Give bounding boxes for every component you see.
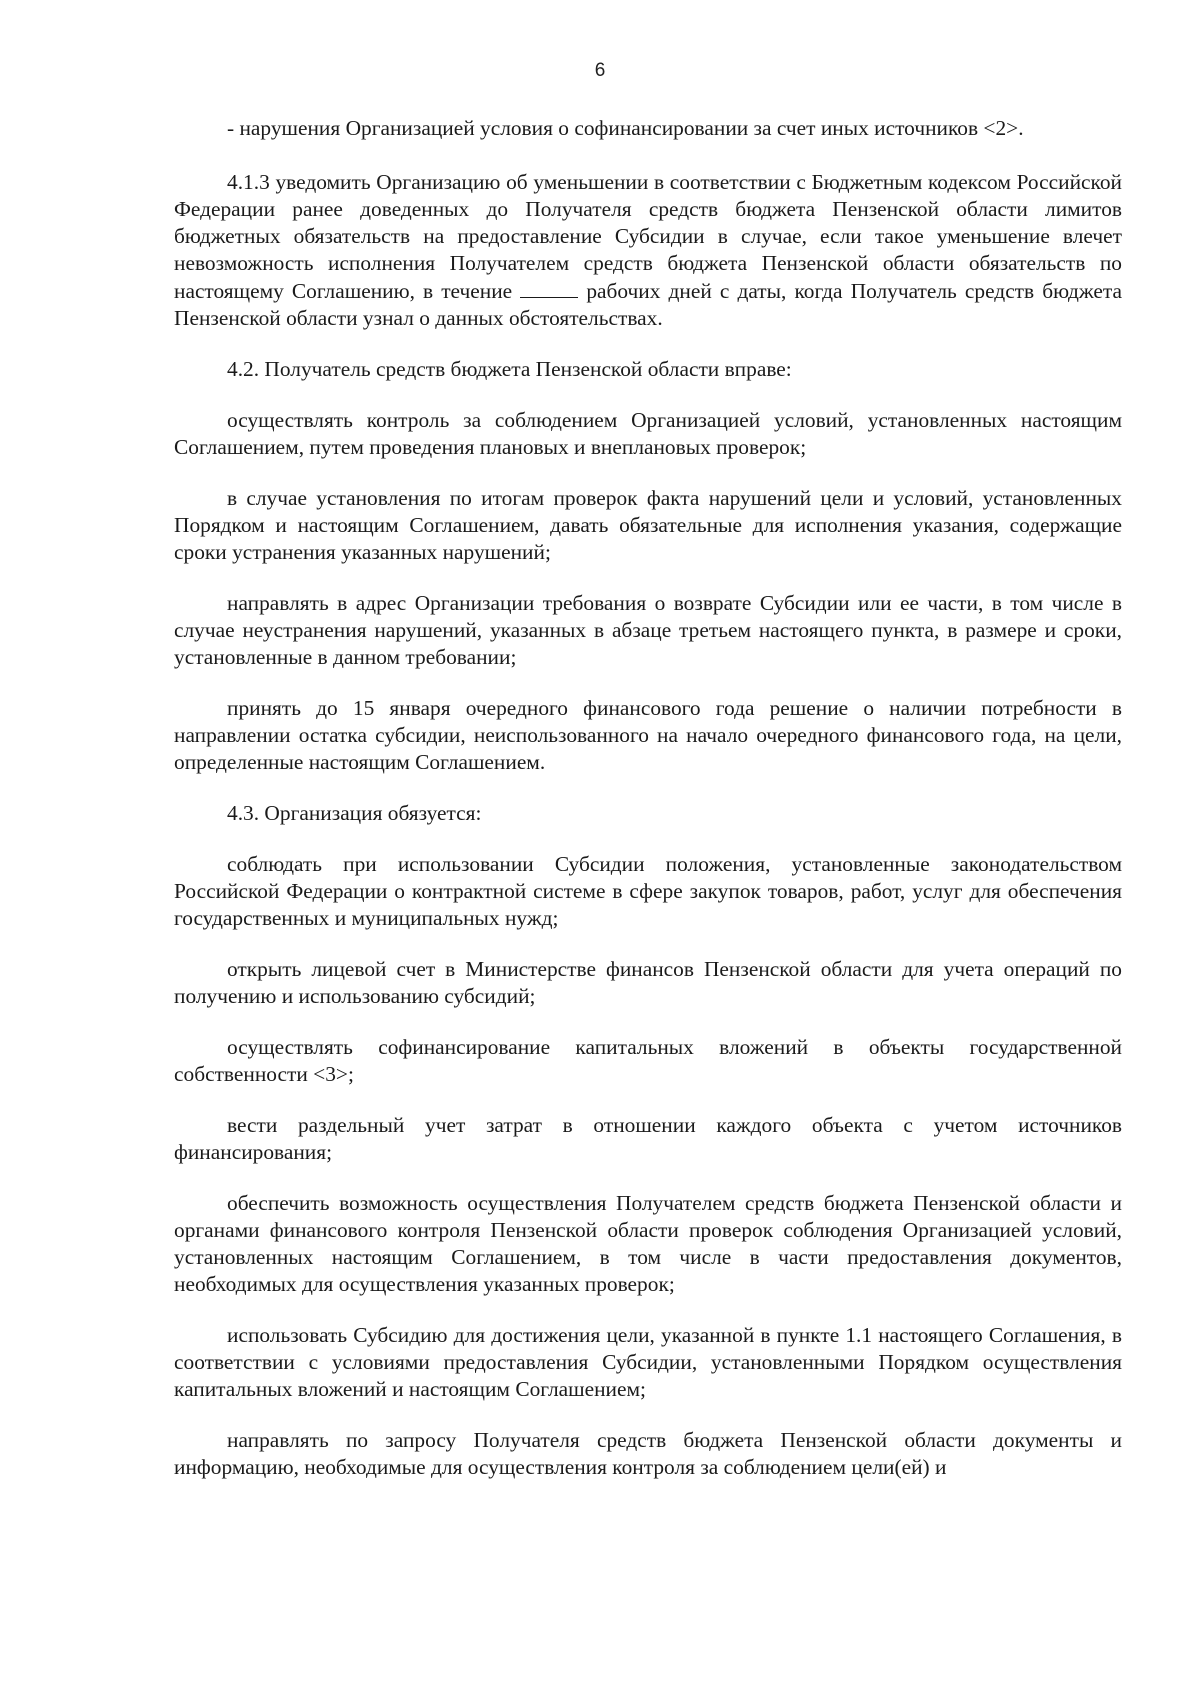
page-number: 6 — [594, 60, 606, 81]
paragraph-procurement-compliance: соблюдать при использовании Субсидии положения, установленные законодательством Российской Федерации о контрактной системе в сфере закупок товаров, работ, услуг для обеспечения государственных и муниципальных нужд; — [174, 852, 1122, 930]
paragraph-4-1-3-text: 4.1.3 уведомить Организацию об уменьшении в соответствии с Бюджетным кодексом Российской Федерации ранее доведенных до Получателя средств бюджета Пензенской области лимитов бюджетных обязательств на предоставление Субсидии в случае, если такое уменьшение влечет невозможность исполнения Получателем средств бюджета Пензенской области обязательств по настоящему Соглашению, в течение — [174, 170, 1122, 303]
days-blank-field — [520, 277, 578, 298]
paragraph-violations-instructions: в случае установления по итогам проверок факта нарушений цели и условий, установленных Порядком и настоящим Соглашением, давать обязательные для исполнения указания, содержащие сроки устранения указанных нарушений; — [174, 486, 1122, 564]
paragraph-refund-requirements: направлять в адрес Организации требования о возврате Субсидии или ее части, в том числе в случае неустранения нарушений, указанных в абзаце третьем настоящего пункта, в размере и сроки, установленные в данном требовании; — [174, 591, 1122, 669]
paragraph-cofinancing: осуществлять софинансирование капитальных вложений в объекты государственной собственности <3>; — [174, 1035, 1122, 1086]
paragraph-4-1-3 — [174, 169, 1122, 332]
paragraph-subsidy-use: использовать Субсидию для достижения цели, указанной в пункте 1.1 настоящего Соглашения, в соответствии с условиями предоставления Субсидии, установленными Порядком осуществления капитальных вложений и настоящим Соглашением; — [174, 1323, 1122, 1401]
paragraph-remaining-subsidy: принять до 15 января очередного финансового года решение о наличии потребности в направлении остатка субсидии, неиспользованного на начало очередного финансового года, на цели, определенные настоящим Соглашением. — [174, 696, 1122, 774]
paragraph-cofinancing-violation: - нарушения Организацией условия о софинансировании за счет иных источников <2>. — [227, 116, 1024, 140]
paragraph-separate-accounting: вести раздельный учет затрат в отношении каждого объекта с учетом источников финансирования; — [174, 1113, 1122, 1164]
paragraph-4-1-3-continuation: рабочих дней с даты, когда Получатель средств бюджета Пензенской области узнал о данных обстоятельствах. — [174, 279, 1122, 330]
paragraph-documents-request: направлять по запросу Получателя средств бюджета Пензенской области документы и информацию, необходимые для осуществления контроля за соблюдением цели(ей) и — [174, 1428, 1122, 1479]
paragraph-control: осуществлять контроль за соблюдением Организацией условий, установленных настоящим Соглашением, путем проведения плановых и внеплановых проверок; — [174, 408, 1122, 459]
paragraph-audit-access: обеспечить возможность осуществления Получателем средств бюджета Пензенской области и органами финансового контроля Пензенской области проверок соблюдения Организацией условий, установленных настоящим Соглашением, в том числе в части предоставления документов, необходимых для осуществления указанных проверок; — [174, 1191, 1122, 1296]
paragraph-open-account: открыть лицевой счет в Министерстве финансов Пензенской области для учета операций по получению и использованию субсидий; — [174, 957, 1122, 1008]
heading-4-3: 4.3. Организация обязуется: — [227, 801, 482, 825]
document-body — [174, 115, 1122, 1505]
heading-4-2: 4.2. Получатель средств бюджета Пензенской области вправе: — [227, 357, 792, 381]
